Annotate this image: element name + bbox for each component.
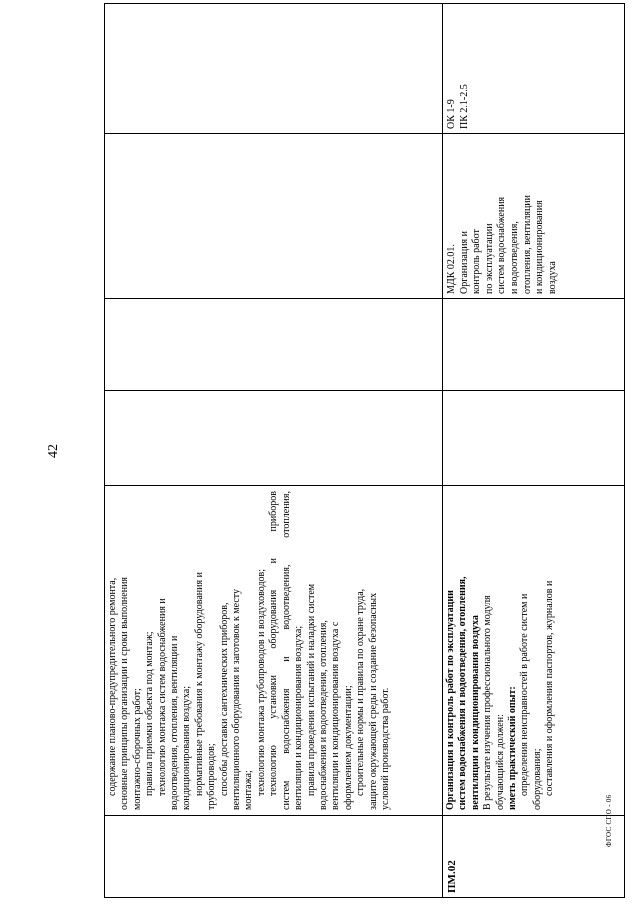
hours-cell	[443, 299, 625, 391]
hours-cell	[443, 391, 625, 486]
competency-cell	[105, 4, 443, 134]
table-row	[443, 4, 625, 898]
text-line: монтажа;	[243, 770, 255, 810]
text-line: водоотведения, отопления, вентиляции и	[169, 635, 181, 810]
text-line: иметь практический опыт:	[507, 686, 519, 810]
discipline-cell	[443, 134, 625, 299]
text-line: кондиционирования воздуха;	[181, 686, 193, 810]
text-line: технологию установки оборудования и приборов	[268, 491, 280, 796]
text-line: правила проведения испытаний и наладки систем	[305, 583, 317, 796]
standard-table	[104, 3, 625, 898]
mdk-line: систем водоснабжения	[496, 196, 508, 294]
hours-cell	[105, 299, 443, 391]
mdk-line: и водоотведения,	[508, 221, 520, 294]
text-line: содержание планово-предупредительного ремонта,	[107, 577, 118, 796]
footer-code: ФГОС СПО - 06	[605, 794, 613, 847]
text-line: вентиляции и кондиционирования воздуха	[469, 615, 481, 810]
hours-cell	[105, 391, 443, 486]
text-line: технологию монтажа систем водоснабжения и	[156, 598, 168, 796]
competency-list	[443, 4, 474, 133]
text-line: монтажно-сборочных работ;	[131, 688, 143, 810]
mdk-line: МДК 02.01.	[446, 244, 457, 294]
table-row	[105, 4, 443, 898]
mdk-line: по эксплуатации	[483, 223, 495, 294]
text-line: строительные нормы и правила по охране труда,	[355, 588, 367, 796]
text-line: водоснабжения и водоотведения, отопления,	[317, 620, 329, 810]
mdk-line: воздуха	[546, 261, 558, 294]
text-line: систем водоснабжения и водоотведения, отопления,	[457, 576, 469, 810]
mdk-line: контроль работ	[471, 229, 483, 294]
mdk-text	[443, 134, 562, 298]
text-line: правила приемки объекта под монтаж;	[144, 631, 156, 796]
text-line: определения неисправностей в работе систем и	[519, 593, 531, 796]
content-text	[105, 486, 392, 815]
competency-code: ПК 2.1-2.5	[458, 84, 470, 129]
text-line: трубопроводов;	[206, 743, 218, 810]
text-line: составления и оформления паспортов, журналов и	[544, 580, 556, 796]
content-cell	[443, 486, 625, 816]
module-code: ПМ.02	[446, 860, 458, 893]
text-line: защите окружающей среды и создание безопасных	[367, 592, 379, 810]
text-line: вентиляции и кондиционирования воздуха;	[293, 625, 305, 810]
content-cell	[105, 486, 443, 816]
content-text	[443, 486, 557, 815]
text-line: нормативные требования к монтажу оборудования и	[193, 572, 205, 796]
text-line: технологию монтажа трубопроводов и воздуховодов;	[255, 568, 267, 796]
competency-cell	[443, 4, 625, 134]
text-line: основные принципы организации и сроки выполнения	[119, 576, 131, 810]
text-line: способы доставки сантехнических приборов,	[218, 602, 230, 796]
text-line: условий производства работ.	[379, 687, 391, 810]
text-line: В результате изучения профессионального модуля	[482, 595, 494, 810]
competency-code: ОК 1-9	[446, 99, 457, 129]
mdk-line: Организация и	[458, 230, 470, 294]
text-line: оформлением документации;	[342, 685, 354, 810]
mdk-line: и кондиционирования	[534, 200, 546, 294]
text-line: систем водоснабжения и водоотведения, отопления,	[280, 491, 292, 810]
text-line: Организация и контроль работ по эксплуатации	[445, 590, 456, 810]
text-line: оборудования;	[531, 748, 543, 810]
code-cell	[443, 816, 625, 898]
text-line: обучающийся должен:	[494, 714, 506, 810]
mdk-line: отопления, вентиляции	[521, 194, 533, 294]
code-cell	[105, 816, 443, 898]
page-number: 42	[46, 444, 61, 458]
discipline-cell	[105, 134, 443, 299]
text-line: вентиляционного оборудования и заготовок к месту	[231, 588, 243, 810]
text-line: вентиляции и кондиционирования воздуха с	[330, 621, 342, 810]
